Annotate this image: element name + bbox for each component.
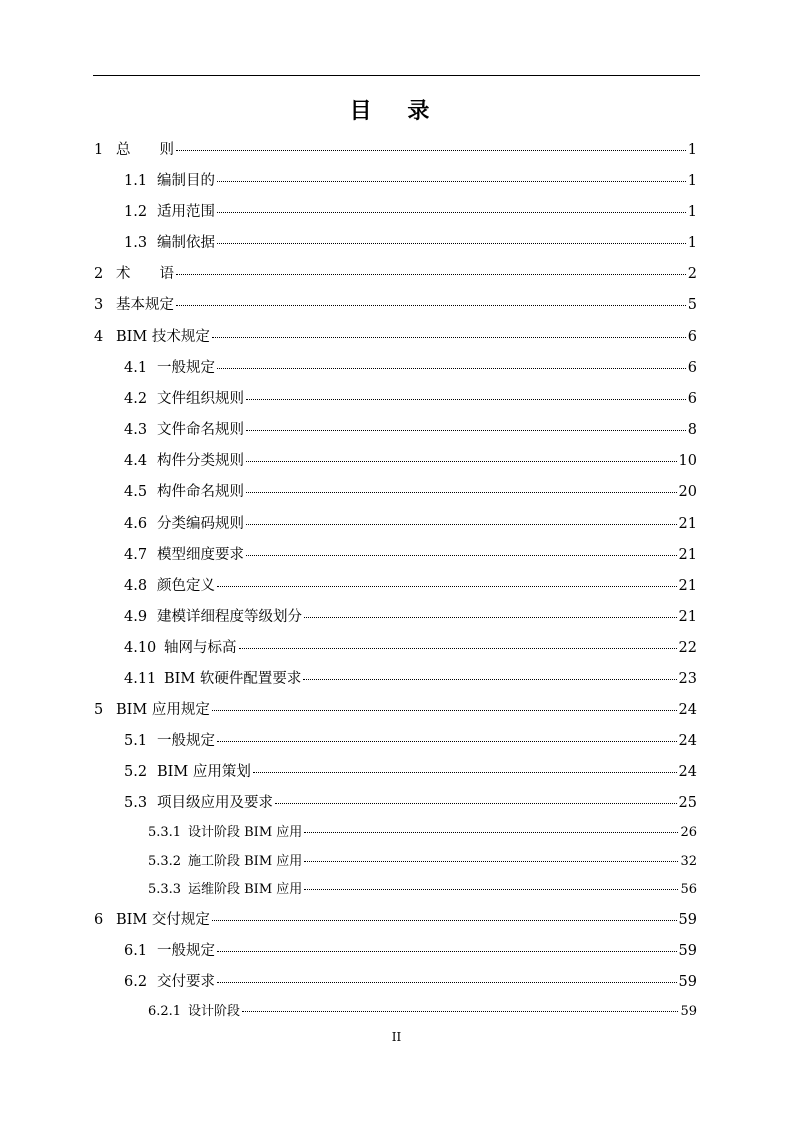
toc-entry-page: 59	[678, 943, 697, 959]
toc-entry-number: 4.10	[124, 640, 157, 656]
toc-entry[interactable]	[94, 325, 697, 346]
toc-entry-label: 文件组织规则	[157, 391, 244, 407]
toc-entry[interactable]	[124, 231, 697, 252]
toc-entry[interactable]	[124, 169, 697, 190]
toc-entry[interactable]	[124, 636, 697, 657]
toc-entry[interactable]	[124, 449, 697, 470]
toc-title: 目 录	[349, 98, 444, 124]
toc-entry[interactable]	[124, 480, 697, 501]
toc-leader-dots	[217, 951, 677, 952]
toc-entry[interactable]	[124, 543, 697, 564]
toc-entry-number: 1.2	[124, 204, 148, 220]
toc-entry-label: 设计阶段 BIM 应用	[188, 825, 303, 840]
toc-entry-page: 6	[687, 391, 697, 407]
toc-entry-page: 21	[678, 578, 697, 594]
toc-entry[interactable]	[94, 262, 697, 283]
toc-entry-page: 24	[678, 702, 697, 718]
toc-entry-number: 4.11	[124, 671, 157, 687]
toc-entry-number: 6.1	[124, 943, 148, 959]
toc-leader-dots	[176, 305, 686, 306]
toc-entry-page: 59	[680, 1004, 697, 1019]
toc-entry-page: 21	[678, 516, 697, 532]
toc-entry[interactable]	[124, 791, 697, 812]
page-number-footer: II	[391, 1030, 402, 1044]
toc-entry-label: 构件分类规则	[157, 453, 244, 469]
toc-entry-page: 1	[687, 173, 697, 189]
toc-leader-dots	[217, 212, 686, 213]
toc-entry-number: 1.3	[124, 235, 148, 251]
toc-entry-number: 5.1	[124, 733, 148, 749]
toc-entry-label: 建模详细程度等级划分	[157, 609, 302, 625]
toc-entry-page: 6	[687, 360, 697, 376]
toc-entry-number: 3	[94, 297, 104, 313]
toc-entry-page: 21	[678, 609, 697, 625]
toc-leader-dots	[242, 1011, 678, 1012]
toc-entry[interactable]	[124, 667, 697, 688]
toc-entry-page: 8	[687, 422, 697, 438]
toc-leader-dots	[176, 150, 686, 151]
toc-entry-label: 编制依据	[157, 235, 215, 251]
toc-entry-number: 6.2.1	[148, 1004, 182, 1019]
toc-entry-number: 5.3.2	[148, 854, 182, 869]
toc-entry-number: 4.3	[124, 422, 148, 438]
toc-entry[interactable]	[124, 512, 697, 533]
toc-entry-label: BIM 软硬件配置要求	[164, 671, 302, 687]
toc-entry-page: 20	[678, 484, 697, 500]
toc-entry-page: 24	[678, 733, 697, 749]
toc-entry[interactable]	[94, 293, 697, 314]
toc-entry-page: 5	[687, 297, 697, 313]
toc-leader-dots	[304, 617, 677, 618]
toc-entry-number: 6	[94, 912, 104, 928]
toc-entry[interactable]	[124, 387, 697, 408]
toc-entry-label: 基本规定	[116, 297, 174, 313]
toc-entry-label: 运维阶段 BIM 应用	[188, 882, 303, 897]
toc-entry[interactable]	[94, 698, 697, 719]
toc-entry[interactable]	[148, 850, 697, 869]
toc-entry-page: 10	[678, 453, 697, 469]
toc-leader-dots	[217, 243, 686, 244]
toc-leader-dots	[217, 982, 677, 983]
toc-entry-label: 适用范围	[157, 204, 215, 220]
toc-leader-dots	[217, 181, 686, 182]
toc-entry-label: 设计阶段	[188, 1004, 241, 1019]
toc-entry-number: 4	[94, 329, 104, 345]
toc-entry-page: 26	[680, 825, 697, 840]
toc-entry-label: 术 语	[116, 266, 174, 282]
toc-entry-page: 1	[687, 204, 697, 220]
toc-leader-dots	[212, 337, 686, 338]
toc-leader-dots	[304, 832, 678, 833]
toc-entry-page: 2	[687, 266, 697, 282]
toc-entry-number: 5.2	[124, 764, 148, 780]
toc-entry[interactable]	[148, 821, 697, 840]
toc-entry-label: 构件命名规则	[157, 484, 244, 500]
toc-entry[interactable]	[124, 200, 697, 221]
toc-entry-number: 4.2	[124, 391, 148, 407]
toc-leader-dots	[253, 772, 677, 773]
toc-entry-page: 1	[687, 142, 697, 158]
toc-entry-label: 模型细度要求	[157, 547, 244, 563]
toc-entry-number: 4.9	[124, 609, 148, 625]
toc-entry-page: 59	[678, 974, 697, 990]
toc-leader-dots	[217, 586, 677, 587]
toc-leader-dots	[176, 274, 686, 275]
toc-entry-number: 4.7	[124, 547, 148, 563]
toc-entry-label: BIM 应用策划	[157, 764, 251, 780]
toc-entry-label: 一般规定	[157, 360, 215, 376]
toc-entry[interactable]	[124, 970, 697, 991]
toc-entry-page: 22	[678, 640, 697, 656]
toc-entry-number: 5.3.1	[148, 825, 182, 840]
toc-entry-number: 4.6	[124, 516, 148, 532]
toc-entry[interactable]	[124, 729, 697, 750]
toc-entry-number: 1.1	[124, 173, 148, 189]
toc-entry-number: 6.2	[124, 974, 148, 990]
toc-entry-label: 总 则	[116, 142, 174, 158]
toc-entry[interactable]	[124, 574, 697, 595]
toc-entry-label: 编制目的	[157, 173, 215, 189]
toc-entry-label: BIM 应用规定	[116, 702, 210, 718]
toc-leader-dots	[304, 889, 678, 890]
toc-entry-label: 一般规定	[157, 943, 215, 959]
toc-leader-dots	[212, 710, 677, 711]
toc-entry-page: 6	[687, 329, 697, 345]
toc-entry-page: 25	[678, 795, 697, 811]
toc-entry-number: 4.4	[124, 453, 148, 469]
toc-leader-dots	[217, 741, 677, 742]
toc-entry-number: 5	[94, 702, 104, 718]
toc-entry-label: 交付要求	[157, 974, 215, 990]
toc-entry-label: BIM 技术规定	[116, 329, 210, 345]
toc-entry[interactable]	[148, 878, 697, 897]
toc-leader-dots	[246, 430, 686, 431]
toc-entry-number: 4.1	[124, 360, 148, 376]
toc-entry[interactable]	[124, 418, 697, 439]
toc-entry-page: 59	[678, 912, 697, 928]
toc-entry[interactable]	[94, 908, 697, 929]
toc-entry-label: 文件命名规则	[157, 422, 244, 438]
toc-leader-dots	[246, 492, 677, 493]
toc-leader-dots	[239, 648, 677, 649]
toc-entry[interactable]	[124, 605, 697, 626]
toc-entry-number: 2	[94, 266, 104, 282]
toc-entry[interactable]	[124, 356, 697, 377]
toc-entry[interactable]	[94, 138, 697, 159]
toc-leader-dots	[246, 524, 677, 525]
toc-entry-number: 4.8	[124, 578, 148, 594]
toc-entry[interactable]	[124, 939, 697, 960]
toc-entry[interactable]	[124, 760, 697, 781]
toc-entry-page: 1	[687, 235, 697, 251]
toc-entry-label: 一般规定	[157, 733, 215, 749]
toc-entry-page: 23	[678, 671, 697, 687]
toc-entry-label: 颜色定义	[157, 578, 215, 594]
toc-entry-number: 5.3	[124, 795, 148, 811]
toc-leader-dots	[304, 861, 678, 862]
toc-entry-label: 项目级应用及要求	[157, 795, 273, 811]
toc-entry-page: 32	[680, 854, 697, 869]
toc-entry-label: 施工阶段 BIM 应用	[188, 854, 303, 869]
toc-leader-dots	[246, 555, 677, 556]
toc-entry-label: 轴网与标高	[164, 640, 237, 656]
toc-leader-dots	[212, 920, 677, 921]
toc-entry-label: 分类编码规则	[157, 516, 244, 532]
toc-leader-dots	[246, 461, 677, 462]
toc-entry-page: 24	[678, 764, 697, 780]
toc-entry-page: 21	[678, 547, 697, 563]
toc-entry-label: BIM 交付规定	[116, 912, 210, 928]
toc-entry-number: 5.3.3	[148, 882, 182, 897]
toc-entry[interactable]	[148, 1000, 697, 1019]
toc-entry-page: 56	[680, 882, 697, 897]
toc-leader-dots	[217, 368, 686, 369]
toc-leader-dots	[303, 679, 676, 680]
toc-leader-dots	[275, 803, 677, 804]
toc-entry-number: 4.5	[124, 484, 148, 500]
toc-entry-number: 1	[94, 142, 104, 158]
toc-leader-dots	[246, 399, 686, 400]
